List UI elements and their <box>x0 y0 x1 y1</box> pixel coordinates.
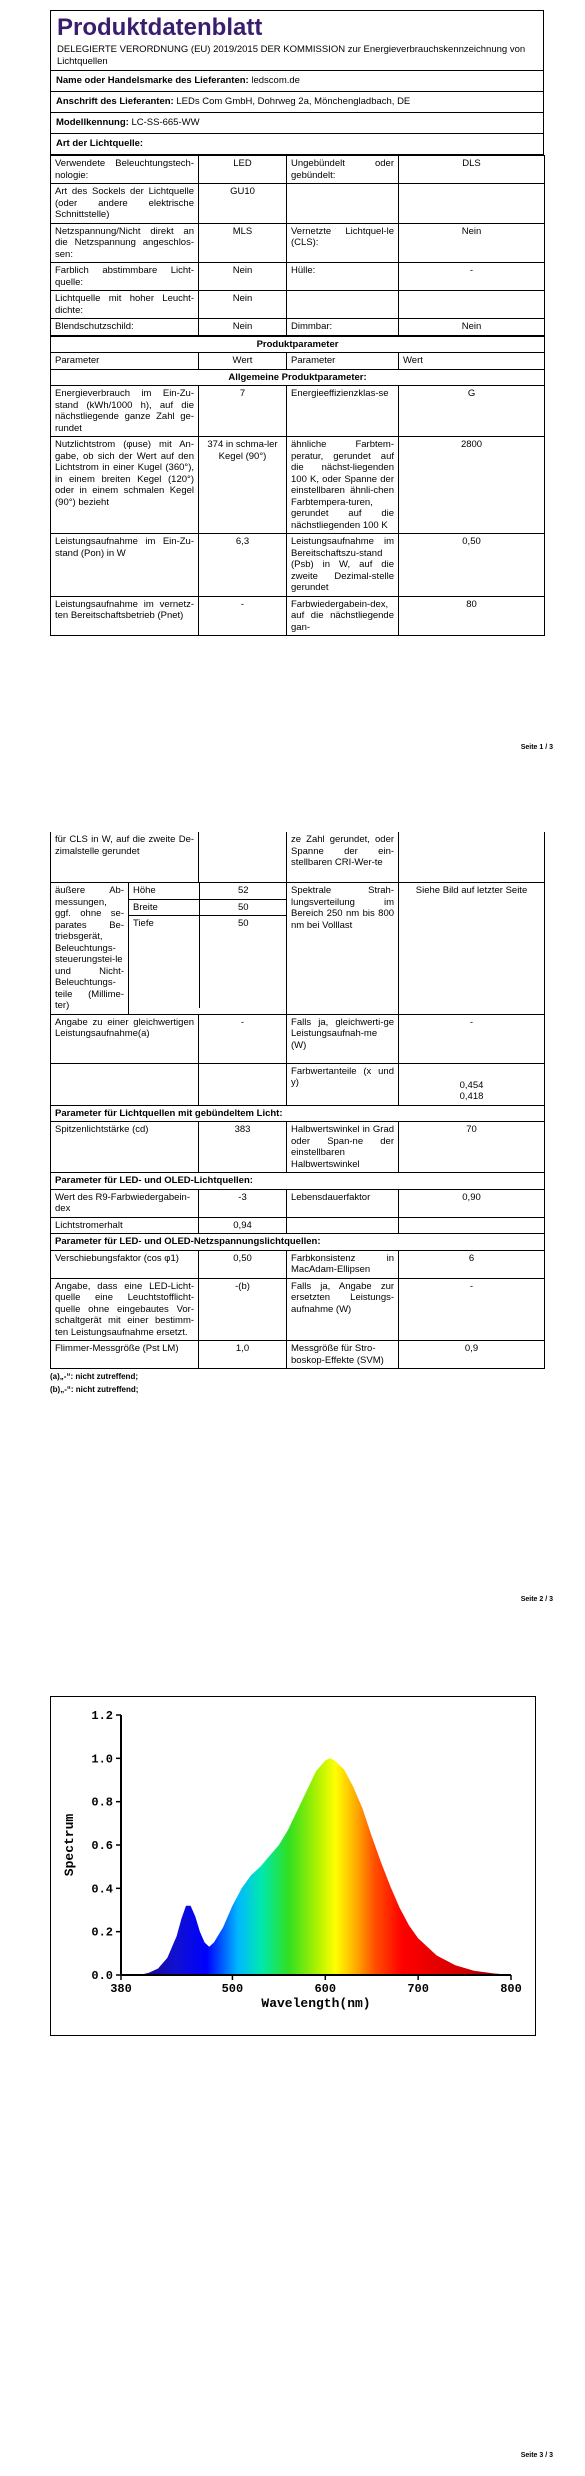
page-number-2: Seite 2 / 3 <box>520 1596 553 1603</box>
type-value-left: LED <box>199 156 287 184</box>
spectrum-area <box>140 1758 511 1975</box>
type-label-right: Ungebündelt oder gebündelt: <box>287 156 399 184</box>
chromaticity-y: 0,418 <box>459 1091 484 1102</box>
type-row <box>51 184 545 224</box>
supplier-address-label: Anschrift des Lieferanten: <box>56 96 174 107</box>
param-row <box>51 534 545 597</box>
type-value-left: Nein <box>199 291 287 319</box>
type-label-right: Hülle: <box>287 263 399 291</box>
chromaticity-row <box>51 1063 545 1105</box>
product-parameters-table-continued <box>50 832 545 1369</box>
dim-height-value: 52 <box>199 883 287 899</box>
lumen-maintenance-row <box>51 1217 545 1234</box>
dim-width-value: 50 <box>199 899 287 916</box>
type-value-right: - <box>399 263 545 291</box>
param-value-left: - <box>199 596 287 636</box>
macadam-value: 6 <box>399 1250 545 1278</box>
y-tick-label: 0.4 <box>91 1882 113 1897</box>
replacement-row <box>51 1278 545 1341</box>
type-label-left: Farblich abstimmbare Licht-quelle: <box>51 263 199 291</box>
param-row <box>51 596 545 636</box>
datasheet-page-2 <box>50 832 544 1396</box>
param-value-left: 374 in schma-ler Kegel (90°) <box>199 437 287 534</box>
lumen-maintenance-value: 0,94 <box>199 1217 287 1234</box>
x-axis-label: Wavelength(nm) <box>261 1996 371 2011</box>
chromaticity-label: Farbwertanteile (x und y) <box>287 1063 399 1105</box>
directional-heading-row <box>51 1105 545 1122</box>
page-number-3: Seite 3 / 3 <box>520 2452 553 2459</box>
dim-row-height <box>129 883 287 899</box>
dim-row-depth <box>129 916 287 1009</box>
type-value-right <box>399 184 545 224</box>
param-row <box>51 437 545 534</box>
chromaticity-empty-2 <box>199 1063 287 1105</box>
type-label-left: Art des Sockels der Lichtquelle (oder andere elektrische Schnittstelle) <box>51 184 199 224</box>
page-1 <box>0 0 585 820</box>
flicker-value: 1,0 <box>199 1341 287 1369</box>
param-label-left: Leistungsaufnahme im Ein-Zu-stand (Pon) in W <box>51 534 199 597</box>
param-label-right: ähnliche Farbtem-peratur, gerundet auf die nächst-liegenden 100 K, oder Spanne der einstellbaren ähnli-chen Farbtempera-turen, gerundet auf die nächstliegenden 100 K <box>287 437 399 534</box>
footnote-a: (a)„-“: nicht zutreffend; <box>50 1372 138 1381</box>
r9-row <box>51 1189 545 1217</box>
param-label-right: Energieeffizienzklas-se <box>287 386 399 437</box>
replacement-value: -(b) <box>199 1278 287 1341</box>
equivalent-power-value: - <box>199 1014 287 1063</box>
param-value-right: 0,50 <box>399 534 545 597</box>
type-row <box>51 319 545 336</box>
equivalent-power-label: Angabe zu einer gleichwertigen Leistungsaufnahme(a) <box>51 1014 199 1063</box>
lumen-maintenance-empty-2 <box>399 1217 545 1234</box>
model-row <box>50 113 544 134</box>
mains-heading: Parameter für LED- und OLED-Netzspannungslichtquellen: <box>51 1234 545 1251</box>
type-label-right <box>287 184 399 224</box>
stroboscopic-value: 0,9 <box>399 1341 545 1369</box>
spectral-label: Spektrale Strah-lungsverteilung im Bereich 250 nm bis 800 nm bei Volllast <box>287 883 399 1015</box>
type-label-right: Vernetzte Lichtquel-le (CLS): <box>287 223 399 263</box>
supplier-name-label: Name oder Handelsmarke des Lieferanten: <box>56 75 249 86</box>
spectrum-chart <box>51 1697 535 2035</box>
dimensions-row <box>51 883 545 1015</box>
spectrum-chart-frame <box>50 1696 536 2036</box>
supplier-address-row <box>50 92 544 113</box>
type-row <box>51 263 545 291</box>
page-2 <box>0 820 585 1620</box>
doc-header <box>50 10 544 70</box>
doc-title: Produktdatenblatt <box>57 14 263 41</box>
col-value-2: Wert <box>399 353 545 370</box>
continued-row <box>51 832 545 883</box>
replacement-label: Angabe, dass eine LED-Licht-quelle eine Leuchtstofflicht-quelle ohne eingebautes Vor-schaltgerät mit einer bestimm-ten Leistungsaufnahme ersetzt. <box>51 1278 199 1341</box>
dim-height-label: Höhe <box>129 883 199 899</box>
type-value-left: GU10 <box>199 184 287 224</box>
displacement-factor-label: Verschiebungsfaktor (cos φ1) <box>51 1250 199 1278</box>
chromaticity-x: 0,454 <box>459 1079 484 1091</box>
supplier-name-value: ledscom.de <box>251 75 300 86</box>
x-tick-label: 500 <box>221 1982 244 1996</box>
r9-label: Wert des R9-Farbwiedergabein-dex <box>51 1189 199 1217</box>
datasheet-page-1 <box>50 10 544 636</box>
dim-row-width <box>129 899 287 916</box>
flicker-label: Flimmer-Messgröße (Pst LM) <box>51 1341 199 1369</box>
footnote-b: (b)„-“: nicht zutreffend; <box>50 1385 139 1394</box>
survival-value: 0,90 <box>399 1189 545 1217</box>
col-param-2: Parameter <box>287 353 399 370</box>
y-tick-label: 1.0 <box>91 1752 113 1767</box>
type-row <box>51 291 545 319</box>
model-value: LC-SS-665-WW <box>131 117 200 128</box>
peak-intensity-row <box>51 1122 545 1173</box>
general-heading-row <box>51 369 545 386</box>
led-heading-row <box>51 1173 545 1190</box>
y-tick-label: 0.2 <box>91 1925 113 1940</box>
dimensions-label: äußere Ab-messungen, ggf. ohne se-parates Be-triebsgerät, Beleuchtungs-steuerungstei-le und Nicht-Beleuchtungs-teile (Millime-ter) <box>51 883 129 1015</box>
light-source-type-table <box>50 155 545 336</box>
param-row <box>51 386 545 437</box>
supplier-address-value: LEDs Com GmbH, Dohrweg 2a, Mönchengladbach, DE <box>176 96 411 107</box>
lumen-maintenance-label: Lichtstromerhalt <box>51 1217 199 1234</box>
type-label-right: Dimmbar: <box>287 319 399 336</box>
product-parameters-table <box>50 336 545 637</box>
chromaticity-values <box>399 1063 545 1105</box>
type-label-right <box>287 291 399 319</box>
column-header-row <box>51 353 545 370</box>
displacement-factor-value: 0,50 <box>199 1250 287 1278</box>
x-tick-label: 700 <box>407 1982 429 1996</box>
param-label-left: Energieverbrauch im Ein-Zu-stand (kWh/1000 h), auf die nächstliegende ganze Zahl ge-rundet <box>51 386 199 437</box>
dimensions-subtable <box>129 883 287 1008</box>
flicker-row <box>51 1341 545 1369</box>
param-value-left: 6,3 <box>199 534 287 597</box>
param-label-left: Nutzlichtstrom (φuse) mit An-gabe, ob sich der Wert auf den Lichtstrom in einer Kugel (360°), in einem breiten Kegel (120°) oder in einem schmalen Kegel (90°) bezieht <box>51 437 199 534</box>
param-value-right: 2800 <box>399 437 545 534</box>
product-parameters-heading-row <box>51 336 545 353</box>
y-tick-label: 1.2 <box>91 1709 113 1723</box>
type-label-left: Netzspannung/Nicht direkt an die Netzspannung angeschlos-sen: <box>51 223 199 263</box>
lumen-maintenance-empty-1 <box>287 1217 399 1234</box>
col-param-1: Parameter <box>51 353 199 370</box>
type-label-left: Verwendete Beleuchtungstech-nologie: <box>51 156 199 184</box>
continued-left-label: für CLS in W, auf die zweite De-zimalstelle gerundet <box>51 832 199 883</box>
replacement-r-value: - <box>399 1278 545 1341</box>
displacement-factor-row <box>51 1250 545 1278</box>
y-tick-label: 0.6 <box>91 1839 113 1853</box>
dim-depth-label: Tiefe <box>129 916 199 1009</box>
peak-intensity-value: 383 <box>199 1122 287 1173</box>
y-tick-label: 0.0 <box>91 1969 113 1983</box>
param-value-right: G <box>399 386 545 437</box>
equivalent-power-row <box>51 1014 545 1063</box>
param-value-right: 80 <box>399 596 545 636</box>
r9-value: -3 <box>199 1189 287 1217</box>
equivalent-power-r-label: Falls ja, gleichwerti-ge Leistungsaufnah-me (W) <box>287 1014 399 1063</box>
x-tick-label: 800 <box>500 1982 522 1996</box>
type-value-left: MLS <box>199 223 287 263</box>
type-label-left: Lichtquelle mit hoher Leucht-dichte: <box>51 291 199 319</box>
chromaticity-empty-1 <box>51 1063 199 1105</box>
type-value-right: Nein <box>399 223 545 263</box>
type-value-left: Nein <box>199 319 287 336</box>
type-label-left: Blendschutzschild: <box>51 319 199 336</box>
macadam-label: Farbkonsistenz in MacAdam-Ellipsen <box>287 1250 399 1278</box>
mains-heading-row <box>51 1234 545 1251</box>
light-source-type-heading: Art der Lichtquelle: <box>50 134 544 155</box>
col-value-1: Wert <box>199 353 287 370</box>
type-value-left: Nein <box>199 263 287 291</box>
type-row <box>51 156 545 184</box>
spectral-value: Siehe Bild auf letzter Seite <box>399 883 545 1015</box>
general-parameters-heading: Allgemeine Produktparameter: <box>51 369 545 386</box>
y-tick-label: 0.8 <box>91 1795 113 1810</box>
supplier-name-row <box>50 70 544 92</box>
product-parameters-heading: Produktparameter <box>51 336 545 353</box>
equivalent-power-r-value: - <box>399 1014 545 1063</box>
dim-width-label: Breite <box>129 899 199 916</box>
type-value-right: DLS <box>399 156 545 184</box>
beam-angle-label: Halbwertswinkel in Grad oder Span-ne der einstellbaren Halbwertswinkel <box>287 1122 399 1173</box>
type-value-right: Nein <box>399 319 545 336</box>
model-label: Modellkennung: <box>56 117 129 128</box>
y-axis-label: Spectrum <box>62 1813 77 1877</box>
doc-subtitle: DELEGIERTE VERORDNUNG (EU) 2019/2015 DER KOMMISSION zur Energieverbrauchskennzeichnung von Lichtquellen <box>57 44 526 67</box>
page-number-1: Seite 1 / 3 <box>520 744 553 751</box>
beam-angle-value: 70 <box>399 1122 545 1173</box>
x-tick-label: 600 <box>314 1982 337 1996</box>
type-value-right <box>399 291 545 319</box>
type-row <box>51 223 545 263</box>
survival-label: Lebensdauerfaktor <box>287 1189 399 1217</box>
led-heading: Parameter für LED- und OLED-Lichtquellen: <box>51 1173 545 1190</box>
param-label-right: Farbwiedergabein-dex, auf die nächstliegende gan- <box>287 596 399 636</box>
page-3 <box>0 1620 585 2476</box>
peak-intensity-label: Spitzenlichtstärke (cd) <box>51 1122 199 1173</box>
replacement-r-label: Falls ja, Angabe zur ersetzten Leistungs-aufnahme (W) <box>287 1278 399 1341</box>
x-tick-label: 380 <box>110 1982 132 1996</box>
param-label-right: Leistungsaufnahme im Bereitschaftszu-stand (Psb) in W, auf die zweite Dezimal-stelle gerundet <box>287 534 399 597</box>
continued-right-label: ze Zahl gerundet, oder Spanne der ein-stellbaren CRI-Wer-te <box>287 832 399 883</box>
param-value-left: 7 <box>199 386 287 437</box>
continued-left-value <box>199 832 287 883</box>
stroboscopic-label: Messgröße für Stro-boskop-Effekte (SVM) <box>287 1341 399 1369</box>
dimensions-cell <box>129 883 287 1015</box>
param-label-left: Leistungsaufnahme im vernetz-ten Bereitschaftsbetrieb (Pnet) <box>51 596 199 636</box>
directional-heading: Parameter für Lichtquellen mit gebündeltem Licht: <box>51 1105 545 1122</box>
continued-right-value <box>399 832 545 883</box>
dim-depth-value: 50 <box>199 916 287 1009</box>
